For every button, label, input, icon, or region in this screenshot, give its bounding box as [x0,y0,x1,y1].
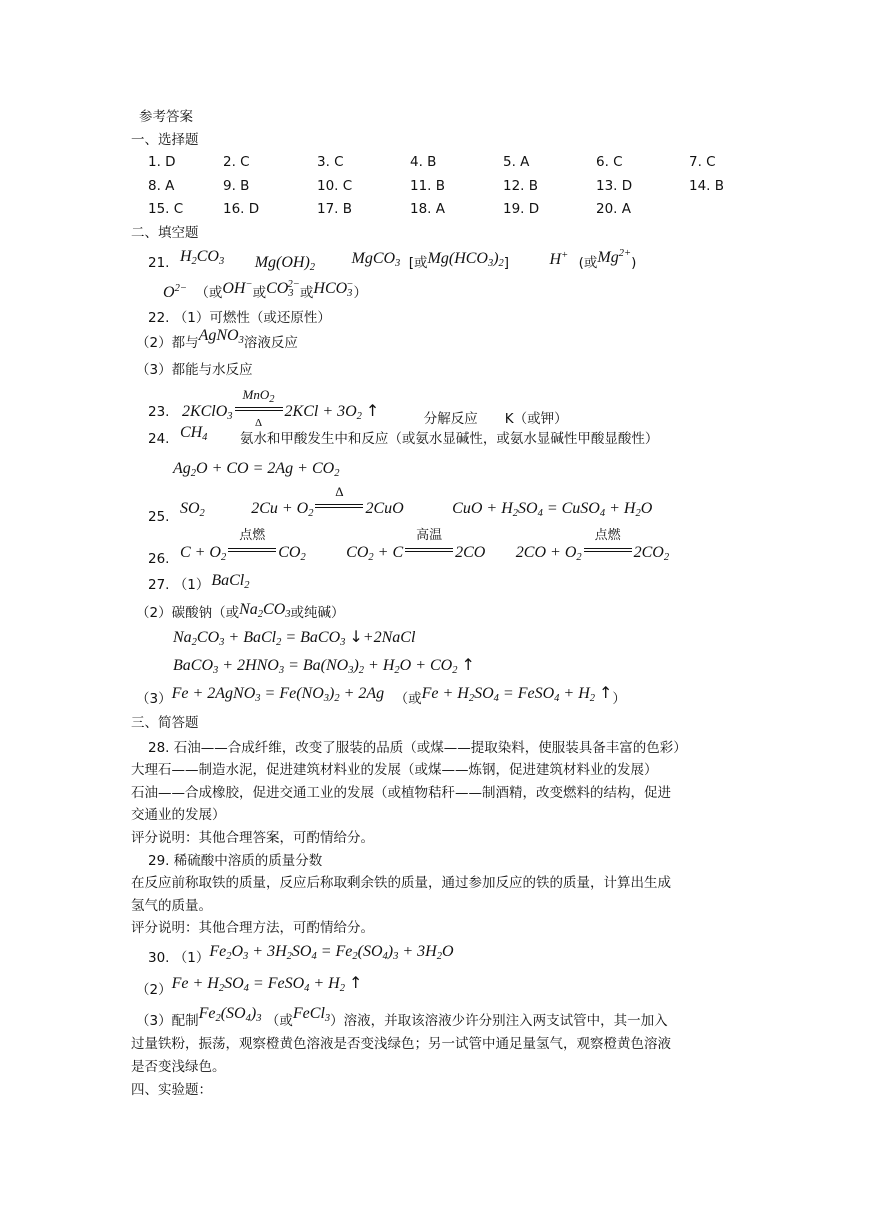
or-text: 或 [414,255,428,271]
q21-line2: $O^{2-}$ （或OH−或$CO_3^{2-}$或$HCO_3^-$） [163,279,368,301]
q29-line2: 在反应前称取铁的质量，反应后称取剩余铁的质量，通过参加反应的铁的质量，计算出生成 [131,875,671,891]
mc-answer: 17. B [317,201,353,217]
q27-part3: （3）Fe + 2AgNO$_3$ = $Fe(NO_3)_2 + 2Ag$ （或$Fe + H_2SO_4$ = FeSO$_4$ + $H_2$ ↑） [136,683,626,707]
q27-equation-1: $Na_2CO_3$ + BaCl$_2$ = BaCO$_3$ ↓+2NaCl [173,627,416,648]
mc-answer: 20. A [596,201,631,217]
mc-answer: 10. C [317,178,353,194]
q28-line3: 石油——合成橡胶，促进交通工业的发展（或植物秸秆——制酒精，改变燃料的结构，促进 [131,785,671,801]
mc-answer: 16. D [223,201,260,217]
q28-line4: 交通业的发展） [131,807,226,823]
scoring-note-2: 评分说明：其他合理方法，可酌情给分。 [131,920,374,936]
mc-answer: 19. D [503,201,540,217]
mc-answer: 15. C [148,201,184,217]
mc-answer: 18. A [410,201,445,217]
q29-line1: 29. 稀硫酸中溶质的质量分数 [148,853,323,869]
q28-line2: 大理石——制造水泥，促进建筑材料业的发展（或煤——炼钢，促进建筑材料业的发展） [131,762,658,778]
mc-answer: 7. C [689,154,716,170]
mc-answer: 12. B [503,178,539,194]
scoring-note-1: 评分说明：其他合理答案，可酌情给分。 [131,830,374,846]
q30-part3: （3）配制$Fe_2(SO_4)_3$ （或FeCl$_3$）溶液，并取该溶液少许分别注入两支试管中，其一加入 [136,1005,668,1029]
mc-answer: 5. A [503,154,530,170]
q27-part1: 27. （1） BaCl$_2$ [148,572,250,593]
q21-line1: 21. $H_2CO_3$ $Mg(OH)_2$ MgCO$_3$ [或$Mg(HCO_3)_2$] H+ (或$Mg^{2+}$) [148,248,637,273]
q30-part2: $(2)Fe + H_2SO_4$ = FeSO$_4$ + $H_2$ ↑ [136,973,363,998]
mc-answer: 3. C [317,154,344,170]
mc-answer: 4. B [410,154,437,170]
q30-part1: 30. $(1)Fe_2O_3 + 3H_2SO_4 = Fe_2(SO_4)_3 + 3H_2O$ [148,943,454,966]
mc-answer: 13. D [596,178,633,194]
q27-equation-2: BaCO$_3$ + $2HNO_3 = Ba(NO_3)_2 + H_2O + CO_2$ ↑ [173,655,475,676]
mc-answer: 11. B [410,178,446,194]
q24-equation: $Ag_2O$ + CO = $2Ag + CO_2$ [173,460,340,479]
mc-answer: 6. C [596,154,623,170]
mc-answer: 9. B [223,178,250,194]
q22-part1: 22. （1）可燃性（或还原性） [148,310,331,326]
q30-line4: 过量铁粉，振荡，观察橙黄色溶液是否变浅绿色；另一试管中通足量氢气，观察橙黄色溶液 [131,1036,671,1052]
mc-answer: 14. B [689,178,725,194]
q22-part2: （2）都与AgNO$_3$溶液反应 [136,327,298,351]
section-4-heading: 四、实验题： [131,1082,212,1098]
q22-part3: （3）都能与水反应 [136,362,253,378]
mc-answer: 8. A [148,178,175,194]
mc-answer: 2. C [223,154,250,170]
page-title: 参考答案 [139,109,193,125]
q26-line: 26. $C + O_2$ 点燃 $CO_2$ $CO_2 + C$ 高温 2CO $2CO + O_2$ 点燃 $2CO_2$ [148,528,670,567]
section-1-heading: 一、选择题 [131,132,199,148]
section-2-heading: 二、填空题 [131,225,199,241]
q23-line: 23. 2KClO$_3$ MnO$_2$ Δ $2KCl + 3O_2$ ↑ 分解反应 K（或钾） [148,387,568,429]
q24-line: 24. $CH_4$ 氨水和甲酸发生中和反应（或氨水显碱性，或氨水显碱性甲酸显酸性） [148,424,659,447]
q30-line5: 是否变浅绿色。 [131,1059,226,1075]
mc-answer: 1. D [148,154,176,170]
q29-line3: 氢气的质量。 [131,898,212,914]
q28-line1: 28. 石油——合成纤维，改变了服装的品质（或煤——提取染料，使服装具备丰富的色彩） [148,740,687,756]
q21-number: 21. [148,255,170,271]
q25-line: 25. $SO_2$ $2Cu + O_2$ Δ 2CuO CuO + $H_2SO_4$ = CuSO$_4$ + $H_2O$ [148,484,653,525]
section-3-heading: 三、简答题 [131,715,199,731]
q27-part2: （2）碳酸钠（或$Na_2CO_3$或纯碱） [136,601,345,621]
